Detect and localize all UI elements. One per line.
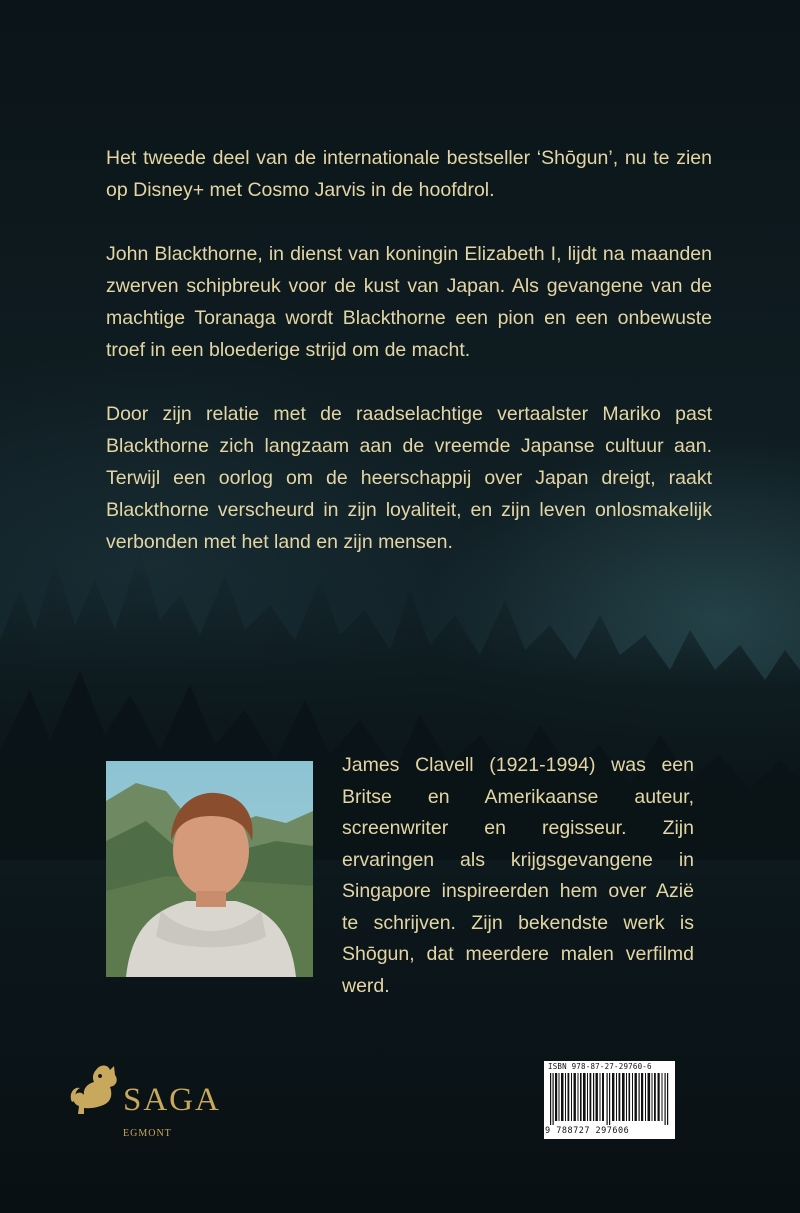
author-photo (106, 761, 313, 977)
publisher-sub: EGMONT (123, 1128, 172, 1139)
blurb-paragraph-3: Door zijn relatie met de raadselachtige vertaalster Mariko past Blackthorne zich langzaam aan de vreemde Japanse cultuur aan. Terwijl een oorlog om de heerschappij over Japan dreigt, raakt Blackthorne verscheurd in zijn loyaliteit, en zijn leven onlosmakelijk verbonden met het land en zijn mensen. (106, 403, 712, 553)
blurb-paragraph-1: Het tweede deel van de internationale bestseller ‘Shōgun’, nu te zien op Disney+ met Cosmo Jarvis in de hoofdrol. (106, 147, 712, 201)
barcode-bars-icon (548, 1073, 671, 1125)
barcode-digits: 9 788727 297606 (545, 1126, 630, 1136)
blurb-paragraph-2: John Blackthorne, in dienst van koningin Elizabeth I, lijdt na maanden zwerven schipbreuk voor de kust van Japan. Als gevangene van de machtige Toranaga wordt Blackthorne een pion en een onbewuste troef in een bloederige strijd om de macht. (106, 243, 712, 361)
isbn-label: ISBN 978-87-27-29760-6 (548, 1062, 652, 1071)
publisher-logo (70, 1062, 250, 1152)
author-bio: James Clavell (1921-1994) was een Britse en Amerikaanse auteur, screenwriter en regisseur. Zijn ervaringen als krijgsgevangene in Singapore inspireerden hem over Azië te schrijven. Zijn bekendste werk is Shōgun, dat meerdere malen verfilmd werd. (342, 754, 694, 997)
publisher-name: SAGA (123, 1082, 221, 1118)
cat-logo-icon (70, 1062, 126, 1126)
author-portrait-icon (106, 761, 313, 977)
back-cover-blurb (106, 142, 712, 590)
isbn-barcode (544, 1061, 675, 1139)
